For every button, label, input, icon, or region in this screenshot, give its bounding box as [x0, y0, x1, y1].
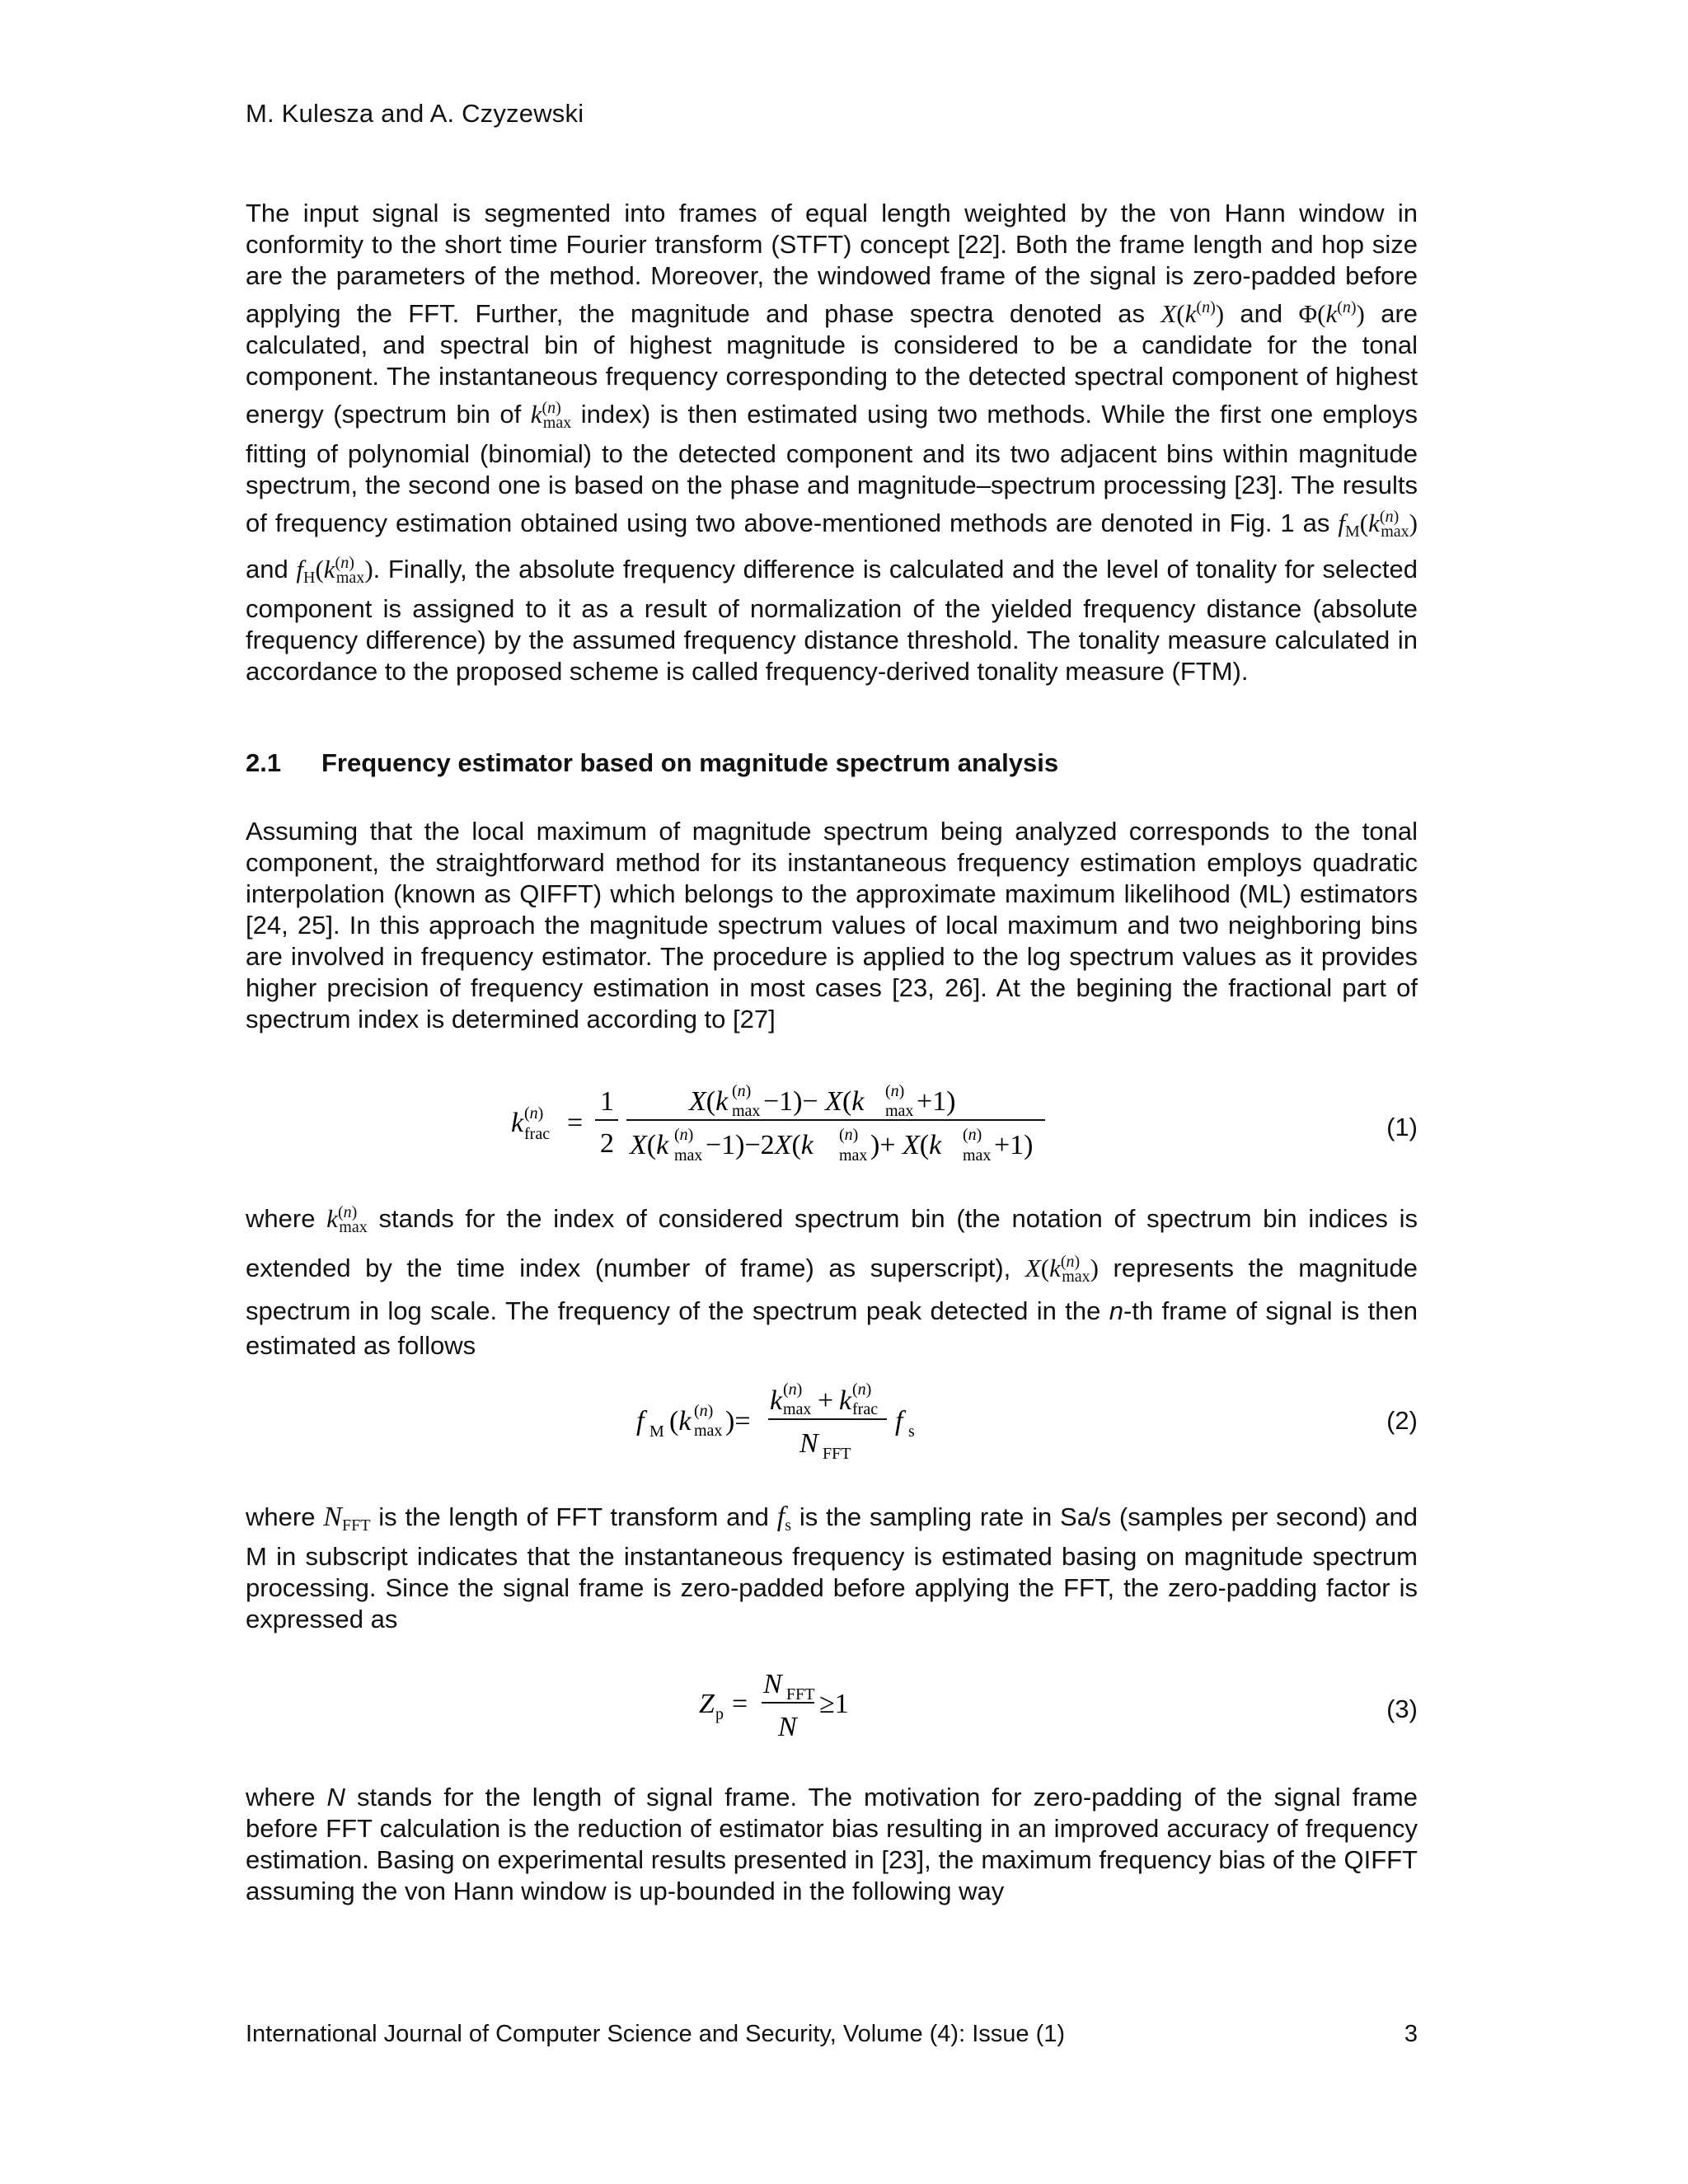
svg-text:max: max	[694, 1422, 723, 1440]
inline-math-X-k: X	[1160, 299, 1177, 328]
paragraph-zeropadding	[246, 1782, 1418, 1907]
svg-text:−1)− X(k: −1)− X(k	[763, 1086, 865, 1117]
paragraph-notation-n: n	[1109, 1296, 1124, 1325]
paragraph-intro-and2: and	[246, 555, 288, 583]
section-number: 2.1	[246, 748, 282, 777]
paragraph-nfft-part1: is the length of FFT transform and	[378, 1502, 769, 1531]
svg-text:f: f	[636, 1406, 645, 1436]
paragraph-intro-part4: . Finally, the absolute frequency difference is calculated and the level of tonality for selected component is assigned to it as a result of normalization of the yielded frequency distance (absolute frequency difference) by the assumed frequency distance threshold. The tonality measure calculated in accordance to the proposed scheme is called frequency-derived tonality measure (FTM).	[246, 555, 1418, 686]
svg-text:+1): +1)	[917, 1086, 956, 1117]
svg-text:Z: Z	[699, 1689, 715, 1719]
equation-2-number: (2)	[1386, 1406, 1418, 1435]
svg-text:)+ X(k: )+ X(k	[870, 1130, 942, 1160]
svg-text:(n): (n)	[963, 1126, 982, 1144]
svg-text:k: k	[511, 1108, 524, 1138]
svg-text:max: max	[839, 1146, 868, 1165]
svg-text:(n): (n)	[524, 1104, 544, 1122]
inline-math-kmax-2: k	[326, 1204, 338, 1233]
paragraph-nfft: where $N_{FFT}$ is the length of FFT transform and $f_s$ is the sampling rate in Sa/s (samples per second) and M in subscript indicates that the instantaneous frequency is estimated basing on magnitude spectrum processing. Since the signal frame is zero-padded before applying the FFT, the zero-padding factor is expressed as	[246, 1502, 1418, 1633]
equation-1-number: (1)	[1386, 1113, 1418, 1141]
paragraph-notation: where $k^{(n)}_{max}$ stands for the index of considered spectrum bin (the notation of spectrum bin indices is extended by the time index (number of frame) as superscript), $X(k^{(n)}_{max})$ represents the magnitude spectrum in log scale. The frequency of the spectrum peak detected in the n-th frame of signal is then estimated as follows	[246, 1203, 1418, 1360]
paragraph-zeropadding-where: where	[246, 1783, 316, 1811]
svg-text:FFT: FFT	[823, 1445, 851, 1463]
inline-math-fs: f	[776, 1502, 785, 1532]
svg-text:)=: )=	[725, 1406, 751, 1436]
running-header: M. Kulesza and A. Czyzewski	[246, 99, 584, 128]
paragraph-nfft-part2: is the sampling rate in Sa/s (samples per second) and M in subscript indicates that the instantaneous frequency is estimated basing on magnitude spectrum processing. Since the signal frame is zero-padded before applying the FFT, the zero-padding factor is expressed as	[246, 1502, 1418, 1633]
svg-text:N: N	[799, 1428, 818, 1459]
svg-text:(n): (n)	[732, 1082, 752, 1100]
section-title-text: Frequency estimator based on magnitude spectrum analysis	[321, 748, 1059, 777]
svg-text:−1)−2X(k: −1)−2X(k	[706, 1130, 814, 1160]
svg-text:max: max	[963, 1146, 992, 1165]
paragraph-notation-part3: -th frame of signal is then estimated as follows	[246, 1296, 1418, 1360]
svg-text:≥1: ≥1	[819, 1689, 849, 1719]
svg-text:max: max	[885, 1102, 914, 1120]
svg-text:N: N	[763, 1669, 782, 1699]
paragraph-qifft: Assuming that the local maximum of magnitude spectrum being analyzed corresponds to the tonal component, the straightforward method for its instantaneous frequency estimation employs quadratic interpolation (known as QIFFT) which belongs to the approximate maximum likelihood (ML) estimators [24, 25]. In this approach the magnitude spectrum values of local maximum and two neighboring bins are involved in frequency estimator. The procedure is applied to the log spectrum values as it provides higher precision of frequency estimation in most cases [23, 26]. At the begining the fractional part of spectrum index is determined according to [27]	[246, 817, 1418, 1033]
equation-2	[246, 1376, 1418, 1467]
inline-math-fM: f	[1338, 509, 1345, 537]
svg-text:max: max	[783, 1400, 812, 1418]
paragraph-intro-and: and	[1240, 299, 1283, 328]
svg-text:+1): +1)	[994, 1130, 1034, 1160]
svg-text:=: =	[732, 1689, 748, 1719]
svg-text:s: s	[908, 1422, 915, 1441]
svg-text:(n): (n)	[783, 1380, 803, 1399]
svg-text:+: +	[818, 1385, 834, 1416]
equation-1-formula	[246, 1063, 1418, 1170]
svg-text:1: 1	[600, 1086, 614, 1117]
paragraph-intro-part3: index) is then estimated using two methods. While the first one employs fitting of polynomial (binomial) to the detected component and its two adjacent bins within magnitude spectrum, the second one is based on the phase and magnitude–spectrum processing [23]. The results of frequency estimation obtained using two above-mentioned methods are denoted in Fig. 1 as	[246, 400, 1418, 537]
paragraph-notation-part1: stands for the index of considered spectrum bin (the notation of spectrum bin indices is extended by the time index (number of frame) as superscript),	[246, 1204, 1418, 1282]
equation-2-formula	[246, 1376, 1418, 1467]
inline-math-fH: f	[296, 555, 303, 583]
paragraph-notation-part2: represents the magnitude spectrum in log scale. The frequency of the spectrum peak detected in the	[246, 1254, 1418, 1325]
equation-3	[246, 1665, 1418, 1747]
section-heading	[246, 748, 1058, 778]
equation-3-formula	[246, 1665, 1418, 1747]
svg-text:M: M	[649, 1422, 664, 1441]
paragraph-intro: The input signal is segmented into frames of equal length weighted by the von Hann window in conformity to the short time Fourier transform (STFT) concept [22]. Both the frame length and hop size are the parameters of the method. Moreover, the windowed frame of the signal is zero-padded before applying the FFT. Further, the magnitude and phase spectra denoted as $X(k^{(n)})$ and $\Phi(k^{(n)})$ are calculated, and spectral bin of highest magnitude is considered to be a candidate for the tonal component. The instantaneous frequency corresponding to the detected spectral component of highest energy (spectrum bin of $k^{(n)}_{max}$ index) is then estimated using two methods. While the first one employs fitting of polynomial (binomial) to the detected component and its two adjacent bins within magnitude spectrum, the second one is based on the phase and magnitude–spectrum processing [23]. The results of frequency estimation obtained using two above-mentioned methods are denoted in Fig. 1 as $f_M(k^{(n)}_{max})$ and $f_H(k^{(n)}_{max})$. Finally, the absolute frequency difference is calculated and the level of tonality for selected component is assigned to it as a result of normalization of the yielded frequency distance (absolute frequency difference) by the assumed frequency distance threshold. The tonality measure calculated in accordance to the proposed scheme is called frequency-derived tonality measure (FTM).	[246, 199, 1418, 686]
equation-1	[246, 1063, 1418, 1170]
svg-text:frac: frac	[852, 1400, 879, 1418]
paragraph-intro-part1: The input signal is segmented into frames of equal length weighted by the von Hann window in conformity to the short time Fourier transform (STFT) concept [22]. Both the frame length and hop size are the parameters of the method. Moreover, the windowed frame of the signal is zero-padded before applying the FFT. Further, the magnitude and phase spectra denoted as	[246, 199, 1418, 328]
equation-3-number: (3)	[1386, 1694, 1418, 1723]
svg-text:max: max	[674, 1146, 703, 1165]
svg-text:(n): (n)	[852, 1380, 872, 1399]
paragraph-notation-where: where	[246, 1204, 316, 1233]
svg-text:(n): (n)	[694, 1402, 714, 1420]
svg-text:N: N	[778, 1712, 797, 1742]
inline-math-kmax: k	[530, 400, 542, 429]
svg-text:X(k: X(k	[630, 1130, 669, 1160]
svg-text:(n): (n)	[839, 1126, 859, 1144]
svg-text:=: =	[567, 1108, 584, 1138]
svg-text:k: k	[770, 1385, 783, 1416]
footer-journal: International Journal of Computer Science and Security, Volume (4): Issue (1)	[246, 2021, 1066, 2047]
svg-text:X(k: X(k	[689, 1086, 729, 1117]
svg-text:2: 2	[600, 1128, 614, 1159]
inline-math-X-kmax: X	[1025, 1254, 1041, 1282]
paragraph-nfft-where: where	[246, 1502, 316, 1531]
svg-text:(k: (k	[669, 1406, 692, 1436]
page-number: 3	[1404, 2021, 1418, 2047]
svg-text:FFT: FFT	[786, 1685, 815, 1704]
svg-text:p: p	[715, 1705, 724, 1723]
paragraph-zeropadding-text: stands for the length of signal frame. The motivation for zero-padding of the signal frame before FFT calculation is the reduction of estimator bias resulting in an improved accuracy of frequency estimation. Basing on experimental results presented in [23], the maximum frequency bias of the QIFFT assuming the von Hann window is up-bounded in the following way	[246, 1783, 1418, 1905]
paragraph-intro-part2: are calculated, and spectral bin of highest magnitude is considered to be a candidate for the tonal component. The instantaneous frequency corresponding to the detected spectral component of highest energy (spectrum bin of	[246, 299, 1418, 429]
svg-text:f: f	[895, 1406, 903, 1436]
svg-text:(n): (n)	[674, 1126, 694, 1144]
inline-math-phi-k: Φ(	[1298, 299, 1326, 328]
inline-math-NFFT: N	[323, 1502, 342, 1532]
paragraph-zeropadding-N: N	[326, 1783, 345, 1811]
svg-text:k: k	[839, 1385, 852, 1416]
svg-text:max: max	[732, 1102, 761, 1120]
svg-text:(n): (n)	[885, 1082, 905, 1100]
svg-text:frac: frac	[524, 1125, 551, 1143]
